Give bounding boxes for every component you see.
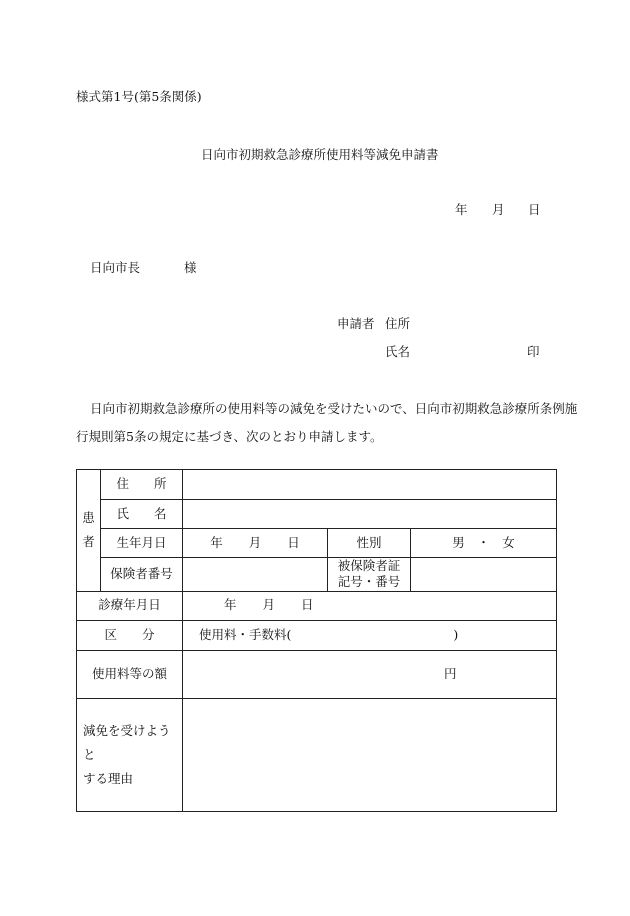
addressee-honorific: 様 <box>184 260 197 275</box>
patient-label-1: 患 <box>82 510 95 526</box>
address-field[interactable] <box>183 470 557 500</box>
gender-options[interactable]: 男 ・ 女 <box>411 529 557 558</box>
category-field[interactable] <box>183 620 557 650</box>
date-month: 月 <box>492 202 505 217</box>
visit-month-mark: 月 <box>262 597 276 613</box>
patient-label-cell <box>77 470 101 592</box>
visit-year-mark: 年 <box>224 597 237 613</box>
applicant-address-label: 住所 <box>385 316 411 331</box>
category-label: 区 分 <box>77 620 183 650</box>
insured-card-line1: 被保険者証 <box>337 558 401 573</box>
reason-field[interactable] <box>183 698 557 811</box>
patient-label-2: 者 <box>82 534 95 550</box>
visit-date-field[interactable] <box>183 591 557 620</box>
form-number: 様式第1号(第5条関係) <box>76 89 202 104</box>
insured-card-line2: 記号・番号 <box>337 574 401 590</box>
insured-card-label <box>328 558 411 592</box>
birth-year-mark: 年 <box>210 534 223 550</box>
visit-day-mark: 日 <box>301 597 314 613</box>
reason-label-line2: する理由 <box>83 770 134 786</box>
date-year: 年 <box>455 202 468 217</box>
reason-label-line1: 減免を受けようと <box>83 722 171 762</box>
insured-number-field[interactable] <box>411 558 557 592</box>
address-label: 住 所 <box>101 470 183 500</box>
birthdate-field[interactable] <box>183 529 328 558</box>
applicant-name-label: 氏名 <box>385 344 411 359</box>
applicant-label: 申請者 <box>337 316 375 331</box>
application-form-table <box>76 469 557 812</box>
addressee-name: 日向市長 <box>90 260 141 275</box>
birthdate-label: 生年月日 <box>101 529 183 558</box>
seal-mark: 印 <box>527 344 540 359</box>
category-close: ) <box>453 626 459 642</box>
name-field[interactable] <box>183 500 557 529</box>
reason-label <box>77 698 183 811</box>
yen-unit: 円 <box>444 665 457 681</box>
insurer-number-field[interactable] <box>183 558 328 592</box>
date-day: 日 <box>528 202 541 217</box>
document-title: 日向市初期救急診療所使用料等減免申請書 <box>201 147 439 162</box>
category-value: 使用料・手数料( <box>199 626 292 642</box>
gender-label: 性別 <box>328 529 411 558</box>
fee-amount-field[interactable] <box>183 650 557 698</box>
body-text-line1: 日向市初期救急診療所の使用料等の減免を受けたいので、日向市初期救急診療所条例施 <box>90 401 578 416</box>
birth-month-mark: 月 <box>248 534 262 550</box>
birth-day-mark: 日 <box>287 534 300 550</box>
insurer-number-label: 保険者番号 <box>101 558 183 592</box>
visit-date-label: 診療年月日 <box>77 591 183 620</box>
name-label: 氏 名 <box>101 500 183 529</box>
body-text-line2: 行規則第5条の規定に基づき、次のとおり申請します。 <box>76 429 383 444</box>
fee-amount-label: 使用料等の額 <box>77 650 183 698</box>
